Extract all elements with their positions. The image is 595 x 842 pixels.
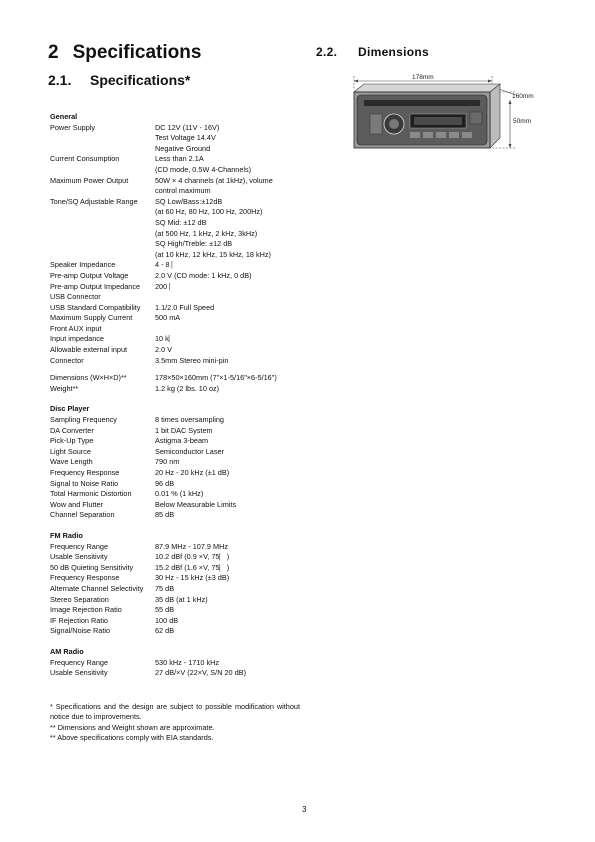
spec-label <box>50 133 155 144</box>
spec-row <box>50 373 320 384</box>
depth-label: 160mm <box>512 93 534 100</box>
spec-label: Frequency Range <box>50 541 109 551</box>
section-title: Disc Player <box>50 404 90 414</box>
spec-row <box>50 303 320 314</box>
spec-value: 62 dB <box>155 626 175 636</box>
spec-row <box>50 271 320 282</box>
spec-value: 10 k⎸ <box>155 334 177 344</box>
spec-row <box>50 426 320 437</box>
spec-row <box>50 229 320 240</box>
spec-value: 10.2 dBf (0.9 ×V, 75⎸) <box>155 552 230 562</box>
spec-label: Maximum Supply Current <box>50 313 133 323</box>
spec-label: Usable Sensitivity <box>50 552 108 562</box>
spec-label: Image Rejection Ratio <box>50 605 122 615</box>
spec-value: DC 12V (11V - 16V) <box>155 122 220 132</box>
spec-value: 0.01 % (1 kHz) <box>155 489 204 499</box>
spec-row <box>50 324 320 335</box>
spec-row <box>50 626 320 637</box>
spec-value: 55 dB <box>155 605 175 615</box>
spec-label: Allowable external input <box>50 345 128 355</box>
spec-row <box>50 250 320 261</box>
spec-row <box>50 356 320 367</box>
spec-label <box>50 229 155 240</box>
spec-label: Total Harmonic Distortion <box>50 489 132 499</box>
spec-label: Signal/Noise Ratio <box>50 626 111 636</box>
spec-row <box>50 479 320 490</box>
footnote: ** Above specifications comply with EIA standards. <box>50 733 214 743</box>
spec-value: Semiconductor Laser <box>155 446 224 456</box>
spec-row <box>50 133 320 144</box>
spec-label: Input impedance <box>50 334 104 344</box>
spec-value: 15.2 dBf (1.6 ×V, 75⎸) <box>155 562 230 572</box>
spec-row <box>50 468 320 479</box>
spec-value: SQ Low/Bass:±12dB <box>155 196 223 206</box>
spec-label: Alternate Channel Selectivity <box>50 583 144 593</box>
spacer <box>50 394 320 400</box>
spec-row <box>50 563 320 574</box>
spec-value: 20 Hz - 20 kHz (±1 dB) <box>155 468 230 477</box>
spec-row <box>50 542 320 553</box>
spec-row <box>50 207 320 218</box>
heading-number: 2 <box>48 42 59 63</box>
spec-label: Pick-Up Type <box>50 436 94 446</box>
spec-label: Wow and Flutter <box>50 499 103 509</box>
spec-label: Frequency Range <box>50 657 109 667</box>
spec-row <box>50 447 320 458</box>
spec-value: 87.9 MHz - 107.9 MHz <box>155 541 228 551</box>
specs-subheading <box>48 72 190 88</box>
spec-value: 178×50×160mm (7"×1-5/16"×6-5/16") <box>155 373 277 383</box>
spec-row <box>50 313 320 324</box>
spec-label <box>50 207 155 218</box>
spec-value: (at 10 kHz, 12 kHz, 15 kHz, 18 kHz) <box>155 249 271 259</box>
spec-label: Signal to Noise Ratio <box>50 478 119 488</box>
spec-value: 4 - 8 ⎸ <box>155 260 179 270</box>
heading-title: Specifications <box>72 42 202 63</box>
spec-label: Pre-amp Output Impedance <box>50 281 141 291</box>
spec-label: DA Converter <box>50 425 94 435</box>
spec-value: Less than 2.1A <box>155 154 204 164</box>
spec-label <box>50 186 155 197</box>
spec-row <box>50 260 320 271</box>
spec-value: 100 dB <box>155 615 179 625</box>
spec-label: Maximum Power Output <box>50 175 129 185</box>
spec-value: 35 dB (at 1 kHz) <box>155 594 208 604</box>
section-title: AM Radio <box>50 646 84 656</box>
spec-label: IF Rejection Ratio <box>50 615 108 625</box>
spec-row <box>50 345 320 356</box>
spec-value: Below Measurable Limits <box>155 499 237 509</box>
spec-row <box>50 457 320 468</box>
spec-row <box>50 595 320 606</box>
spec-row <box>50 668 320 679</box>
specs-subheading-number: 2.1. <box>48 72 72 88</box>
specifications-table <box>50 112 320 679</box>
spec-label: Speaker Impedance <box>50 260 116 270</box>
spec-row <box>50 239 320 250</box>
spec-row <box>50 658 320 669</box>
spec-value: 1.1/2.0 Full Speed <box>155 302 215 312</box>
spec-value: 500 mA <box>155 313 181 323</box>
spec-row <box>50 154 320 165</box>
spec-value: (at 60 Hz, 80 Hz, 100 Hz, 200Hz) <box>155 207 263 217</box>
specs-subheading-title: Specifications* <box>90 72 191 88</box>
spec-label: Power Supply <box>50 122 96 132</box>
spec-value: 200 ⎸ <box>155 281 177 291</box>
spec-label: Tone/SQ Adjustable Range <box>50 196 138 206</box>
dimensions-figure <box>340 70 540 162</box>
spec-label: Light Source <box>50 446 91 456</box>
spec-row <box>50 176 320 187</box>
spacer <box>50 637 320 643</box>
spec-row <box>50 282 320 293</box>
spec-row <box>50 552 320 563</box>
spec-value: SQ High/Treble: ±12 dB <box>155 239 233 249</box>
dimensions-subheading <box>316 45 429 59</box>
spec-label: Stereo Separation <box>50 594 109 604</box>
spec-value: 2.0 V <box>155 345 173 355</box>
spec-label <box>50 239 155 250</box>
spec-value: 50W × 4 channels (at 1kHz), volume <box>155 175 273 185</box>
spec-value: control maximum <box>155 186 211 196</box>
spec-value: 96 dB <box>155 478 175 488</box>
spec-row <box>50 616 320 627</box>
spec-row <box>50 197 320 208</box>
page-number: 3 <box>302 805 307 814</box>
dimensions-subheading-number: 2.2. <box>316 45 338 59</box>
spec-label: Pre-amp Output Voltage <box>50 270 129 280</box>
spec-row <box>50 144 320 155</box>
spec-value: 30 Hz - 15 kHz (±3 dB) <box>155 573 230 583</box>
car-stereo-unit-image <box>354 84 500 148</box>
spec-label <box>50 250 155 261</box>
spec-row <box>50 292 320 303</box>
spec-row <box>50 436 320 447</box>
spec-label: Weight** <box>50 383 79 393</box>
spec-label <box>50 165 155 176</box>
spec-row <box>50 573 320 584</box>
spec-row <box>50 123 320 134</box>
footnotes <box>50 702 300 744</box>
spec-value: SQ Mid: ±12 dB <box>155 217 207 227</box>
spec-label: USB Standard Compatibility <box>50 302 141 312</box>
spec-value: 85 dB <box>155 510 175 520</box>
spec-value: 530 kHz - 1710 kHz <box>155 657 220 667</box>
spec-value: (at 500 Hz, 1 kHz, 2 kHz, 3kHz) <box>155 228 258 238</box>
footnote: ** Dimensions and Weight shown are approximate. <box>50 722 215 732</box>
spec-row <box>50 218 320 229</box>
spec-label: 50 dB Quieting Sensitivity <box>50 562 134 572</box>
spec-row <box>50 415 320 426</box>
section-title: General <box>50 112 78 121</box>
page-heading <box>48 42 201 64</box>
spec-row <box>50 510 320 521</box>
spec-value: 2.0 V (CD mode: 1 kHz, 0 dB) <box>155 270 252 280</box>
spec-row <box>50 584 320 595</box>
width-label: 178mm <box>412 74 434 81</box>
dimensions-subheading-title: Dimensions <box>358 45 430 59</box>
spacer <box>50 366 320 373</box>
spec-label <box>50 144 155 155</box>
spec-row <box>50 165 320 176</box>
section-title: FM Radio <box>50 530 83 540</box>
spec-label: Frequency Response <box>50 468 120 477</box>
spec-value <box>155 292 320 303</box>
spec-row <box>50 500 320 511</box>
spec-row <box>50 334 320 345</box>
spec-value: 75 dB <box>155 583 175 593</box>
spec-value: Astigma 3-beam <box>155 436 209 446</box>
spacer <box>50 521 320 527</box>
spec-label: Wave Length <box>50 457 93 467</box>
height-label: 50mm <box>513 118 532 125</box>
spec-value: 1 bit DAC System <box>155 425 213 435</box>
spec-value: 8 times oversampling <box>155 415 224 425</box>
spec-label: USB Connector <box>50 292 101 302</box>
spec-value: 1.2 kg (2 lbs. 10 oz) <box>155 383 220 393</box>
spec-row <box>50 384 320 395</box>
spec-label: Front AUX input <box>50 323 102 333</box>
spec-label: Frequency Response <box>50 573 120 583</box>
spec-value: 3.5mm Stereo mini-pin <box>155 355 229 365</box>
spec-row <box>50 489 320 500</box>
spec-label <box>50 218 155 229</box>
spec-value: Test Voltage 14.4V <box>155 133 216 143</box>
spec-value: (CD mode, 0.5W 4-Channels) <box>155 164 252 174</box>
spec-label: Sampling Frequency <box>50 415 117 425</box>
spec-value: 790 nm <box>155 457 180 467</box>
spec-label: Connector <box>50 355 84 365</box>
spec-label: Usable Sensitivity <box>50 668 108 678</box>
spec-label: Channel Separation <box>50 510 115 520</box>
footnote: * Specifications and the design are subject to possible modification without notice due to improvements. <box>50 702 300 722</box>
spec-row <box>50 605 320 616</box>
spec-label: Current Consumption <box>50 154 120 164</box>
spec-value: 27 dB/×V (22×V, S/N 20 dB) <box>155 668 247 678</box>
spec-row <box>50 186 320 197</box>
spec-value: Negative Ground <box>155 143 211 153</box>
spec-value <box>155 324 320 335</box>
spec-label: Dimensions (W×H×D)** <box>50 373 127 383</box>
